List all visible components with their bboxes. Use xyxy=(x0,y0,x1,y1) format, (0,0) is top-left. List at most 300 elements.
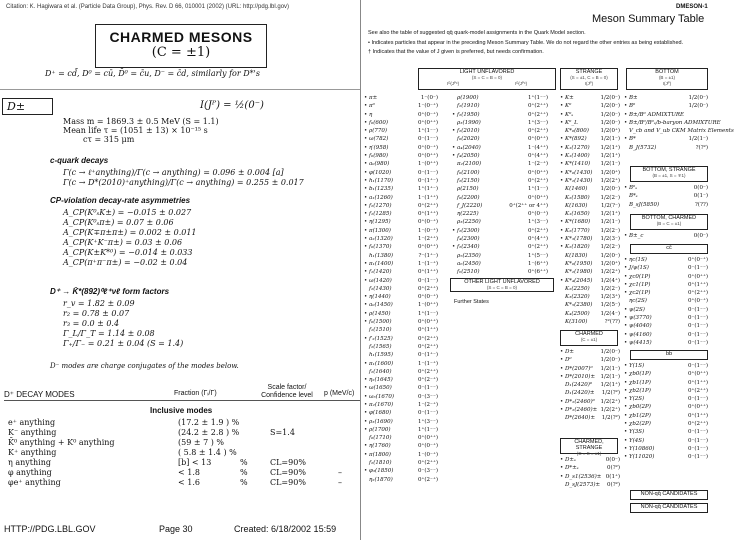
bullet: • xyxy=(364,161,368,168)
quantum-numbers: 0(0⁻) xyxy=(693,233,708,239)
quantum-numbers: 1/2(?²) xyxy=(601,390,620,397)
particle-row xyxy=(560,152,620,160)
fraction-heading: Fraction (Γᵢ/Γ) xyxy=(174,390,217,397)
particle-name: D_s1(2536)± xyxy=(565,473,602,480)
quantum-numbers: 1/2(0⁻) xyxy=(600,95,620,101)
particle-name: ψ(4415) xyxy=(629,339,652,346)
quantum-numbers: 0⁺(2⁺⁺) xyxy=(688,290,708,297)
quantum-numbers: 1/2(2⁻) xyxy=(600,194,620,201)
decay-row xyxy=(8,418,356,427)
particle-name: K*(1680) xyxy=(565,219,591,226)
quantum-numbers: 1/2(0⁺) xyxy=(600,169,620,176)
bullet: • xyxy=(624,379,628,386)
bullet: • xyxy=(364,443,368,450)
particle-row xyxy=(624,339,708,347)
quantum-numbers: 1/2(2⁻) xyxy=(600,244,620,251)
bullet: • xyxy=(364,385,368,392)
other-light-sub: (S = C = B = 0) xyxy=(486,285,518,290)
particle-name: f₀(1710) xyxy=(369,435,392,442)
particle-name: f₀(2020) xyxy=(457,136,480,143)
particle-name: ω(1420) xyxy=(369,277,392,284)
bullet: • xyxy=(560,407,564,414)
quantum-numbers: 1/2(1⁺) xyxy=(600,144,620,151)
particle-name: B* xyxy=(629,136,636,143)
quantum-numbers: 1/2(3⁻) xyxy=(600,236,620,243)
particle-name: K± xyxy=(565,95,574,101)
cquark-line: Γ(c → D*(2010)⁺anything)/Γ(c → anything) = 0.255 ± 0.017 xyxy=(63,178,304,187)
particle-name: h₁(1595) xyxy=(369,352,394,359)
particle-name: B⁰ xyxy=(629,103,636,110)
quantum-numbers: 0⁺(1⁺⁺) xyxy=(688,412,708,419)
bbbar-col xyxy=(624,362,708,462)
ccbar-header xyxy=(630,244,708,254)
bullet: • xyxy=(452,111,456,118)
charmed-strange-col xyxy=(560,456,620,489)
form-factor-heading: D⁺ → K̄*(892)⁰ℓ⁺νℓ form factors xyxy=(50,287,170,296)
bullet: • xyxy=(560,373,564,380)
quantum-numbers: 1/2(2⁻) xyxy=(600,285,620,292)
bullet: • xyxy=(624,323,628,330)
quantum-numbers: 1⁺(3⁻⁻) xyxy=(528,219,548,226)
particle-name: K₁(1400) xyxy=(565,153,590,160)
particle-row xyxy=(624,331,708,339)
particle-row xyxy=(624,111,708,119)
ff-line: Γ_L/Γ_T = 1.14 ± 0.08 xyxy=(63,329,155,338)
quantum-numbers: 0(0⁻) xyxy=(693,185,708,191)
quantum-numbers: 0⁻(1⁻⁻) xyxy=(688,429,708,436)
light-title: LIGHT UNFLAVORED xyxy=(459,69,515,75)
particle-name: φ(1020) xyxy=(369,169,392,176)
light-q1: Iᴳ(Jᴾᶜ) xyxy=(446,81,460,86)
particle-name: K*₄(2045) xyxy=(565,277,593,284)
quantum-numbers: 1⁻(2⁻⁺) xyxy=(528,161,548,168)
particle-name: ψ(4040) xyxy=(629,323,652,330)
particle-row xyxy=(364,467,438,475)
quantum-numbers: 0⁺(0⁻⁺) xyxy=(418,219,438,226)
particle-name: f₄(2300) xyxy=(457,236,480,243)
particle-row xyxy=(560,169,620,177)
bullet: • xyxy=(624,111,628,118)
particle-name: B± xyxy=(629,95,638,101)
quantum-numbers: 1⁻(0⁺⁺) xyxy=(418,161,438,168)
quantum-numbers: 0⁻(1⁻⁻) xyxy=(688,331,708,338)
particle-name: D± xyxy=(565,349,575,355)
particle-row xyxy=(560,243,620,251)
particle-row xyxy=(364,285,438,293)
bullet: • xyxy=(624,363,628,369)
bottom-title: BOTTOM xyxy=(655,69,679,75)
particle-row xyxy=(364,111,438,119)
particle-row xyxy=(364,235,438,243)
quantum-numbers: 1/2(1⁻) xyxy=(600,161,620,168)
strange-q: I(Jᴾ) xyxy=(584,81,594,86)
particle-name: V_cb and V_ub CKM Matrix Elements xyxy=(629,128,734,135)
particle-name: η₂(1870) xyxy=(369,476,393,483)
quantum-numbers: 0⁺(2⁺⁺) xyxy=(418,335,438,342)
bullet: • xyxy=(364,269,368,276)
particle-row xyxy=(560,160,620,168)
particle-row xyxy=(452,119,548,127)
ccbar-title: cc̄ xyxy=(666,245,672,251)
particle-name: K(1830) xyxy=(565,252,588,259)
bullet: • xyxy=(364,468,368,475)
footer-url[interactable]: HTTP://PDG.LBL.GOV xyxy=(4,524,96,534)
quantum-numbers: 1⁺(1⁺⁻) xyxy=(418,186,438,193)
quantum-numbers: 0⁺(1⁺⁺) xyxy=(688,379,708,386)
particle-name: f₂(1910) xyxy=(457,103,480,110)
decay-cl: CL=90% xyxy=(270,478,306,487)
quantum-numbers: ?(?²) xyxy=(695,144,708,151)
quantum-numbers: 1⁺(1⁻⁻) xyxy=(418,128,438,135)
particle-row xyxy=(560,194,620,202)
cp-line: A_CP(K⁰ₛπ±) = 0.07 ± 0.06 xyxy=(63,218,174,227)
quantum-numbers: 0⁺(2⁺⁺) xyxy=(418,368,438,375)
particle-name: h₁(1170) xyxy=(369,177,394,184)
intro-note: † Indicates that the value of J given is preferred, but needs confirmation. xyxy=(368,49,544,55)
particle-row xyxy=(364,169,438,177)
bullet: • xyxy=(624,396,628,403)
particle-row xyxy=(560,235,620,243)
bullet: • xyxy=(364,202,368,209)
particle-row xyxy=(560,356,620,364)
particle-row xyxy=(624,322,708,330)
particle-row xyxy=(624,437,708,445)
quantum-numbers: 1/2(1⁺) xyxy=(600,382,620,389)
decay-row xyxy=(8,448,356,457)
cquark-line: Γ(c → ℓ⁺anything)/Γ(c → anything) = 0.096 ± 0.004 [a] xyxy=(63,168,284,177)
particle-name: B±_c xyxy=(629,233,644,239)
decay-row xyxy=(8,478,356,487)
quantum-numbers: 0⁻(1⁻⁻) xyxy=(418,277,438,284)
quantum-numbers: 1/2(4⁻) xyxy=(600,310,620,317)
particle-row xyxy=(560,202,620,210)
quantum-numbers: 1⁻(2⁻⁺) xyxy=(418,401,438,408)
particle-row xyxy=(624,273,708,281)
quantum-numbers: 0⁺(2⁺⁺) xyxy=(688,421,708,428)
particle-row xyxy=(452,202,548,210)
decay-mode: K⁺ anything xyxy=(8,448,57,457)
particle-row xyxy=(560,185,620,193)
decay-mode: K⁻ anything xyxy=(8,428,57,437)
bullet: • xyxy=(364,103,368,110)
quantum-numbers: ?⁻(1⁺⁻) xyxy=(418,252,438,259)
particle-row xyxy=(452,185,548,193)
inclusive-heading: Inclusive modes xyxy=(150,406,213,415)
quantum-numbers: 0⁺(2⁺⁺) xyxy=(418,202,438,209)
quantum-numbers: 1/2(1⁻) xyxy=(600,219,620,226)
particle-name: K₂(2250) xyxy=(565,285,590,292)
bullet: • xyxy=(624,387,628,394)
particle-row xyxy=(624,102,708,110)
particle-name: K₃(2320) xyxy=(565,294,590,301)
quantum-numbers: 0⁻(1⁻⁻) xyxy=(418,385,438,392)
cp-line: A_CP(π⁺π⁻π±) = −0.02 ± 0.04 xyxy=(63,258,188,267)
bullet: • xyxy=(364,169,368,176)
quantum-numbers: 1/2(?²) xyxy=(601,415,620,422)
particle-row xyxy=(560,293,620,301)
quantum-numbers: 0⁻(1⁻⁻) xyxy=(688,454,708,461)
light-sub: (S = C = B = 0) xyxy=(471,75,503,80)
particle-name: f₂(1810) xyxy=(369,460,392,467)
particle-row xyxy=(452,160,548,168)
particle-name: D*(2640)± xyxy=(565,415,596,422)
bullet: • xyxy=(452,227,456,234)
particle-name: f₄(2050) xyxy=(457,153,480,160)
particle-row xyxy=(364,268,438,276)
particle-row xyxy=(364,252,438,260)
quantum-numbers: 0⁺(2⁺⁺) xyxy=(418,460,438,467)
particle-row xyxy=(364,360,438,368)
particle-name: K(3100) xyxy=(565,319,588,326)
property-list xyxy=(63,117,219,144)
bullet: • xyxy=(452,153,456,160)
bullet: • xyxy=(364,194,368,201)
quantum-numbers: ?²(??) xyxy=(604,319,620,326)
quantum-numbers: 0⁺(0⁺⁺) xyxy=(688,404,708,411)
quantum-numbers: 1⁻(1⁻⁺) xyxy=(418,260,438,267)
particle-name: Υ(3S) xyxy=(629,429,645,436)
particle-name: φ₃(1850) xyxy=(369,468,394,475)
quantum-numbers: 0⁻(1⁻⁻) xyxy=(688,265,708,272)
light-col-1 xyxy=(364,94,438,484)
bullet: • xyxy=(624,136,628,143)
quantum-numbers: 0⁺(0⁻⁺) xyxy=(688,298,708,305)
bullet: • xyxy=(364,136,368,143)
bottom-charmed-col xyxy=(624,232,708,240)
strange-title: STRANGE xyxy=(575,69,603,75)
particle-row xyxy=(364,310,438,318)
particle-name: ρ₃(1690) xyxy=(369,418,393,425)
particle-row xyxy=(364,476,438,484)
decay-cl: S=1.4 xyxy=(270,428,295,437)
particle-name: Υ(1S) xyxy=(629,363,645,369)
other-light-title: OTHER LIGHT UNFLAVORED xyxy=(464,279,540,285)
bullet: • xyxy=(364,219,368,226)
particle-row xyxy=(364,384,438,392)
quantum-numbers: 1⁻(0⁻) xyxy=(420,95,438,101)
corner-code: DMESON-1 xyxy=(676,4,708,10)
cp-line: A_CP(K∓π±π±) = 0.002 ± 0.011 xyxy=(63,228,197,237)
particle-name: π₂(1670) xyxy=(369,401,394,408)
table-rule xyxy=(4,400,360,401)
particle-name: Υ(11020) xyxy=(629,454,655,461)
quantum-numbers: 0⁺(2⁺⁺) xyxy=(528,103,548,110)
bullet: • xyxy=(364,95,368,101)
quantum-numbers: 1/2(0⁻) xyxy=(600,349,620,355)
particle-name: f₂(1565) xyxy=(369,343,392,350)
particle-name: D_sJ(2573)± xyxy=(565,481,601,488)
quantum-numbers: 1⁻(0⁺⁺) xyxy=(418,302,438,309)
particle-row xyxy=(560,268,620,276)
quantum-numbers: 0(1⁺) xyxy=(605,473,620,480)
bullet: • xyxy=(560,177,564,184)
particle-name: D*(2007)⁰ xyxy=(565,365,593,372)
particle-name: b₁(1235) xyxy=(369,186,394,193)
quantum-numbers: 1/2(0⁻) xyxy=(600,103,620,110)
bullet: • xyxy=(624,281,628,288)
particle-name: B⁰ₛ xyxy=(629,185,638,191)
bottom-charmed-header xyxy=(630,214,708,230)
quantum-numbers: 1⁻(1⁻⁺) xyxy=(418,360,438,367)
particle-name: a₀(1450) xyxy=(369,302,393,309)
bullet: • xyxy=(452,128,456,135)
quantum-numbers: 0⁺(0⁺⁺) xyxy=(528,169,548,176)
particle-row xyxy=(624,232,708,240)
bullet: • xyxy=(560,153,564,160)
decay-mode: φ anything xyxy=(8,468,52,477)
bullet: • xyxy=(364,186,368,193)
particle-row xyxy=(452,218,548,226)
bullet: • xyxy=(624,339,628,346)
particle-row xyxy=(624,362,708,370)
bullet: • xyxy=(364,418,368,425)
page-title: CHARMED MESONS xyxy=(109,29,253,45)
particle-row xyxy=(560,227,620,235)
particle-row xyxy=(364,393,438,401)
decay-row xyxy=(8,428,356,437)
quantum-numbers: 0⁺(0⁻⁺) xyxy=(528,211,548,218)
non-qq-header-2 xyxy=(630,503,708,513)
particle-row xyxy=(364,418,438,426)
decay-row xyxy=(8,458,356,467)
conjugate-note: D⁻ modes are charge conjugates of the modes below. xyxy=(50,362,239,370)
particle-row xyxy=(452,194,548,202)
particle-row xyxy=(624,412,708,420)
bullet: • xyxy=(624,233,628,239)
particle-name: B_J(5732) xyxy=(629,144,657,151)
particle-row xyxy=(624,127,734,135)
particle-row xyxy=(364,243,438,251)
summary-title: Meson Summary Table xyxy=(592,13,705,25)
bullet: • xyxy=(624,306,628,313)
scale-heading: Scale factor/ Confidence level xyxy=(261,384,313,399)
particle-name: π₁(1400) xyxy=(369,260,394,267)
particle-name: η(1440) xyxy=(369,294,391,301)
quantum-numbers: 0⁺(0⁺⁺) xyxy=(688,273,708,280)
quantum-numbers: 0⁺(2⁺⁺) xyxy=(528,227,548,234)
particle-row xyxy=(560,481,620,489)
bullet: • xyxy=(624,315,628,322)
particle-row xyxy=(560,135,620,143)
decay-fraction: < 1.8 xyxy=(178,468,200,477)
quantum-numbers: 1/2(0⁻) xyxy=(688,103,708,110)
bullet: • xyxy=(364,360,368,367)
quantum-numbers: 0⁻(1⁺⁻) xyxy=(418,352,438,359)
bullet: • xyxy=(560,136,564,143)
particle-name: f₂(1270) xyxy=(369,202,392,209)
ccbar-col xyxy=(624,256,708,347)
particle-name: ρ₃(1990) xyxy=(457,119,481,126)
quantum-numbers: 0⁻(1⁻⁻) xyxy=(688,396,708,403)
particle-name: χc1(1P) xyxy=(629,281,651,288)
cp-line: A_CP(K⁰ₛK±) = −0.015 ± 0.027 xyxy=(63,208,192,217)
quantum-numbers: 0⁺(2⁺⁺) xyxy=(418,285,438,292)
bullet: • xyxy=(364,426,368,433)
quantum-numbers: 0⁺(0⁻⁺) xyxy=(418,294,438,301)
particle-name: χc2(1P) xyxy=(629,290,651,297)
bullet: • xyxy=(624,257,628,263)
particle-name: f₁(1420) xyxy=(369,269,392,276)
quantum-numbers: 0⁻(1⁻⁻) xyxy=(688,339,708,346)
particle-name: Υ(4S) xyxy=(629,437,645,444)
particle-name: D*₂(2460)± xyxy=(565,407,598,414)
particle-row xyxy=(624,256,708,264)
particle-name: h₁(1380) xyxy=(369,252,394,259)
quantum-numbers: 1⁻(6⁺⁺) xyxy=(528,260,548,267)
quantum-numbers: 1/2(4⁺) xyxy=(600,277,620,284)
particle-name: ρ(1450) xyxy=(369,310,391,317)
quantum-numbers: 1/2(0⁻) xyxy=(600,357,620,364)
particle-name: K₁(1650) xyxy=(565,211,590,218)
column-divider xyxy=(360,0,361,540)
particle-name: f′₂(1525) xyxy=(369,335,393,342)
particle-name: K⁰ₛ xyxy=(565,111,574,118)
quantum-numbers: 0⁺(0⁺⁺) xyxy=(418,244,438,251)
bottom-charmed-title: BOTTOM, CHARMED xyxy=(641,215,697,221)
light-col-2 xyxy=(452,94,548,277)
particle-name: D*(2010)± xyxy=(565,373,596,380)
quantum-numbers: 0⁻(1⁻⁻) xyxy=(688,437,708,444)
decay-unit: % xyxy=(240,458,248,467)
bottom-q: I(Jᴾ) xyxy=(662,81,672,86)
particle-row xyxy=(624,445,708,453)
particle-name: η(1760) xyxy=(369,443,391,450)
particle-name: K₄(2500) xyxy=(565,310,590,317)
particle-row xyxy=(364,277,438,285)
particle-row xyxy=(364,160,438,168)
particle-row xyxy=(364,94,438,102)
quantum-numbers: 0⁺(0⁻⁺) xyxy=(418,111,438,118)
citation: Citation: K. Hagiwara et al. (Particle Data Group), Phys. Rev. D 66, 010001 (2002) (URL: http://pdg.lbl.gov) xyxy=(6,4,290,10)
particle-row xyxy=(624,306,708,314)
particle-name: f₀(1500) xyxy=(369,319,392,326)
quantum-numbers: 0⁻(3⁻⁻) xyxy=(418,393,438,400)
particle-name: K⁰ xyxy=(565,103,572,110)
particle-name: f₂(2340) xyxy=(457,244,480,251)
particle-name: K*₃(1780) xyxy=(565,236,593,243)
quantum-numbers: 0⁺(0⁺⁺) xyxy=(418,319,438,326)
particle-row xyxy=(452,144,548,152)
bullet: • xyxy=(624,185,628,191)
particle-name: K*₀(1430) xyxy=(565,169,593,176)
particle-row xyxy=(560,277,620,285)
particle-name: π₂(2100) xyxy=(457,161,482,168)
particle-name: f₂(1950) xyxy=(457,111,480,118)
particle-name: K₂(1770) xyxy=(565,227,590,234)
particle-name: a₆(2450) xyxy=(457,260,481,267)
quantum-numbers: 1⁻(1⁺⁺) xyxy=(418,194,438,201)
particle-row xyxy=(364,135,438,143)
particle-row xyxy=(364,409,438,417)
particle-name: η(1295) xyxy=(369,219,391,226)
bullet: • xyxy=(624,454,628,461)
light-q2: Iᴳ(Jᴾᶜ) xyxy=(514,81,528,86)
strange-col xyxy=(560,94,620,326)
bullet: • xyxy=(624,290,628,297)
particle-name: f₀(2200) xyxy=(457,194,480,201)
bullet: • xyxy=(560,111,564,118)
particle-name: K₂(1580) xyxy=(565,194,590,201)
particle-row xyxy=(452,177,548,185)
quantum-numbers: 0⁺(2⁺⁺) xyxy=(418,343,438,350)
decay-unit: % xyxy=(240,468,248,477)
particle-name: π(1800) xyxy=(369,451,391,458)
cquark-lines xyxy=(63,168,304,188)
quantum-numbers: 0⁺(0⁻⁺) xyxy=(688,257,708,263)
particle-name: π₁(1600) xyxy=(369,360,394,367)
quantum-numbers: 0⁻(1⁻⁻) xyxy=(688,445,708,452)
charmed-title: CHARMED xyxy=(575,331,603,337)
